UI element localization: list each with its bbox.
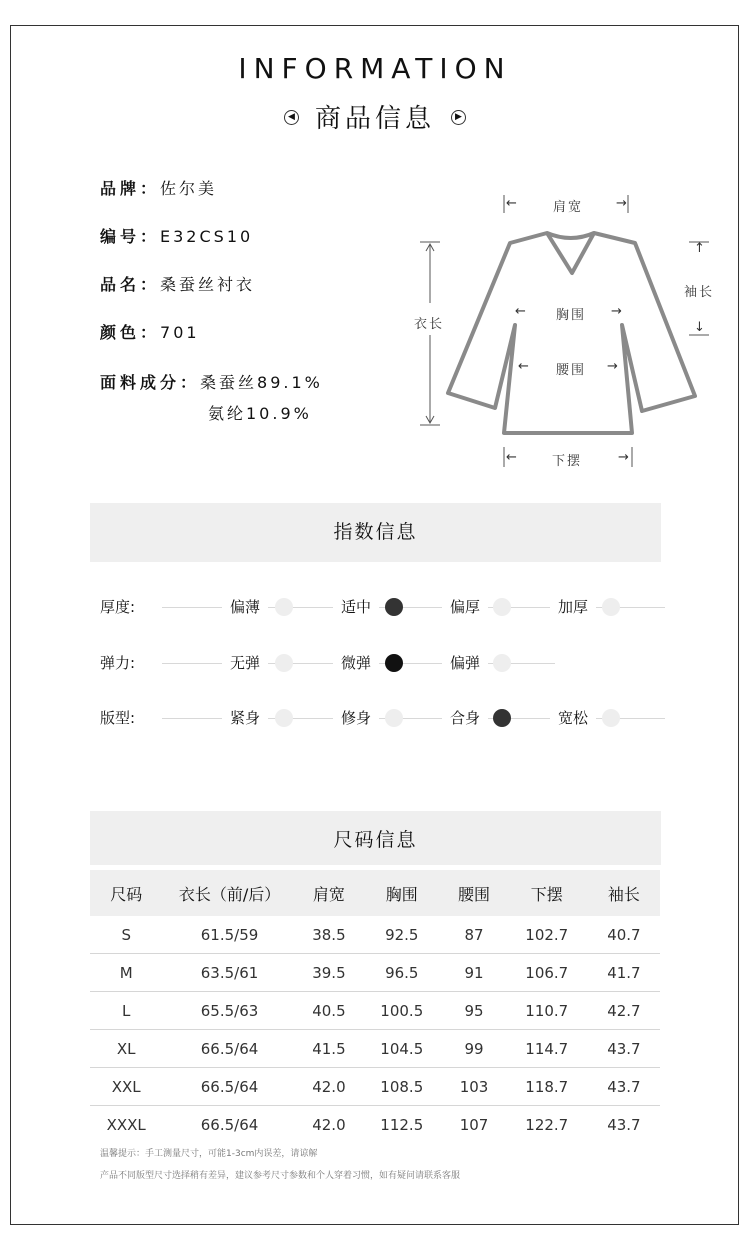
waist-label: 腰围	[556, 363, 587, 378]
sleeve-arrow-down: ↓	[694, 320, 707, 335]
table-row	[90, 916, 660, 954]
elasticity-dot-1[interactable]	[275, 654, 293, 672]
cell-shoulder: 41.5	[297, 1030, 362, 1068]
cell-length: 61.5/59	[162, 916, 296, 954]
hem-arrow-right: →	[618, 450, 631, 465]
table-row	[90, 954, 660, 992]
cell-waist: 87	[442, 916, 505, 954]
cell-shoulder: 38.5	[297, 916, 362, 954]
fit-opt-3: 合身	[442, 707, 488, 728]
chest-arrow-left: ←	[515, 304, 528, 319]
cell-length: 66.5/64	[162, 1030, 296, 1068]
cell-chest: 96.5	[361, 954, 442, 992]
fit-dot-4[interactable]	[602, 709, 620, 727]
thickness-label: 厚度:	[100, 598, 136, 616]
code-value: E32CS10	[160, 227, 254, 246]
title-cn-text: 商品信息	[314, 104, 435, 134]
cell-length: 66.5/64	[162, 1068, 296, 1106]
cell-size: XL	[90, 1030, 162, 1068]
cell-waist: 107	[459, 1115, 489, 1134]
right-arrow-icon: ▶	[451, 110, 466, 125]
elasticity-opt-3: 偏弹	[442, 652, 488, 673]
elasticity-dot-3[interactable]	[493, 654, 511, 672]
cell-size: XXXL	[106, 1115, 146, 1134]
size-table	[90, 870, 660, 1143]
cell-size: M	[90, 954, 162, 992]
cell-hem: 110.7	[506, 992, 588, 1030]
fit-label: 版型:	[100, 709, 136, 727]
sleeve-label: 袖长	[684, 285, 715, 300]
brand-label: 品牌：	[100, 179, 161, 198]
elasticity-dot-2-selected[interactable]	[385, 654, 403, 672]
color-value: 701	[160, 323, 200, 342]
fabric-label: 面料成分：	[100, 373, 201, 392]
fit-dot-3-selected[interactable]	[493, 709, 511, 727]
cell-shoulder: 40.5	[297, 992, 362, 1030]
col-hem: 下摆	[506, 870, 588, 916]
cell-sleeve: 43.7	[588, 1030, 660, 1068]
note-line-2: 产品不同版型尺寸选择稍有差异，建议参考尺寸参数和个人穿着习惯，如有疑问请联系客服	[100, 1171, 461, 1181]
note-line-1: 温馨提示：手工测量尺寸，可能1-3cm内误差，请谅解	[100, 1149, 318, 1159]
title-cn	[0, 98, 750, 135]
table-row	[90, 1068, 660, 1106]
brand-value: 佐尔美	[160, 179, 218, 198]
fabric-row	[100, 370, 323, 393]
cell-shoulder: 42.0	[297, 1068, 362, 1106]
thickness-row	[0, 596, 750, 620]
thickness-dot-1[interactable]	[275, 598, 293, 616]
fabric-value-2: 氨纶10.9%	[208, 404, 312, 423]
col-length: 衣长（前/后）	[162, 870, 296, 916]
thickness-opt-4: 加厚	[550, 596, 596, 617]
shoulder-arrow-right: →	[616, 196, 629, 211]
color-label: 颜色：	[100, 323, 161, 342]
waist-arrow-right: →	[607, 359, 620, 374]
title-en: INFORMATION	[238, 52, 512, 85]
cell-hem: 122.7	[525, 1115, 569, 1134]
thickness-opt-1: 偏薄	[222, 596, 268, 617]
cell-length: 63.5/61	[162, 954, 296, 992]
cell-shoulder: 39.5	[297, 954, 362, 992]
col-chest: 胸围	[361, 870, 442, 916]
thickness-dot-4[interactable]	[602, 598, 620, 616]
cell-length: 65.5/63	[162, 992, 296, 1030]
sleeve-arrow-up: ↑	[694, 241, 707, 256]
fabric-value-1: 桑蚕丝89.1%	[200, 373, 323, 392]
col-waist: 腰围	[442, 870, 505, 916]
name-label: 品名：	[100, 275, 161, 294]
shirt-outline	[448, 233, 695, 433]
cell-hem: 106.7	[506, 954, 588, 992]
cell-chest: 100.5	[361, 992, 442, 1030]
fabric-row-2	[208, 401, 312, 424]
thickness-opt-2: 适中	[333, 596, 379, 617]
table-row	[90, 992, 660, 1030]
fit-dot-2[interactable]	[385, 709, 403, 727]
chest-arrow-right: →	[611, 304, 624, 319]
garment-diagram	[400, 185, 730, 475]
cell-sleeve: 42.7	[588, 992, 660, 1030]
col-sleeve: 袖长	[588, 870, 660, 916]
cell-waist: 103	[442, 1068, 505, 1106]
elasticity-label: 弹力:	[100, 654, 136, 672]
hem-label: 下摆	[552, 454, 583, 469]
thickness-dot-3[interactable]	[493, 598, 511, 616]
fit-dot-1[interactable]	[275, 709, 293, 727]
elasticity-opt-2: 微弹	[333, 652, 379, 673]
index-section-header: 指数信息	[90, 503, 661, 562]
cell-chest: 92.5	[361, 916, 442, 954]
fit-row	[0, 707, 750, 731]
cell-size: S	[90, 916, 162, 954]
code-label: 编号：	[100, 227, 161, 246]
table-row	[90, 1030, 660, 1068]
fit-opt-2: 修身	[333, 707, 379, 728]
hem-arrow-left: ←	[506, 450, 519, 465]
table-row	[90, 1106, 660, 1144]
shoulder-arrow-left: ←	[506, 196, 519, 211]
collar-line	[547, 233, 594, 238]
color-row	[100, 320, 200, 343]
chest-label: 胸围	[556, 308, 587, 323]
cell-length: 66.5/64	[200, 1115, 259, 1134]
size-section-header: 尺码信息	[90, 811, 661, 865]
name-row	[100, 272, 255, 295]
fit-opt-4: 宽松	[550, 707, 596, 728]
cell-shoulder: 42.0	[312, 1115, 346, 1134]
cell-sleeve: 43.7	[607, 1115, 641, 1134]
thickness-opt-3: 偏厚	[442, 596, 488, 617]
cell-waist: 95	[442, 992, 505, 1030]
cell-chest: 104.5	[361, 1030, 442, 1068]
cell-size: XXL	[90, 1068, 162, 1106]
elasticity-opt-1: 无弹	[222, 652, 268, 673]
elasticity-row	[0, 652, 750, 676]
length-label: 衣长	[414, 317, 445, 332]
col-size: 尺码	[90, 870, 162, 916]
fit-opt-1: 紧身	[222, 707, 268, 728]
name-value: 桑蚕丝衬衣	[160, 275, 256, 294]
cell-chest: 112.5	[380, 1115, 424, 1134]
cell-hem: 114.7	[506, 1030, 588, 1068]
cell-sleeve: 43.7	[588, 1068, 660, 1106]
code-row	[100, 224, 253, 247]
shoulder-label: 肩宽	[553, 200, 584, 215]
thickness-dot-2-selected[interactable]	[385, 598, 403, 616]
cell-waist: 99	[442, 1030, 505, 1068]
left-arrow-icon: ◀	[284, 110, 299, 125]
cell-sleeve: 41.7	[588, 954, 660, 992]
cell-hem: 118.7	[506, 1068, 588, 1106]
cell-hem: 102.7	[506, 916, 588, 954]
col-shoulder: 肩宽	[297, 870, 362, 916]
cell-waist: 91	[442, 954, 505, 992]
cell-size: L	[90, 992, 162, 1030]
waist-arrow-left: ←	[518, 359, 531, 374]
cell-sleeve: 40.7	[588, 916, 660, 954]
cell-chest: 108.5	[361, 1068, 442, 1106]
size-table-header	[90, 870, 660, 916]
brand-row	[100, 176, 217, 199]
